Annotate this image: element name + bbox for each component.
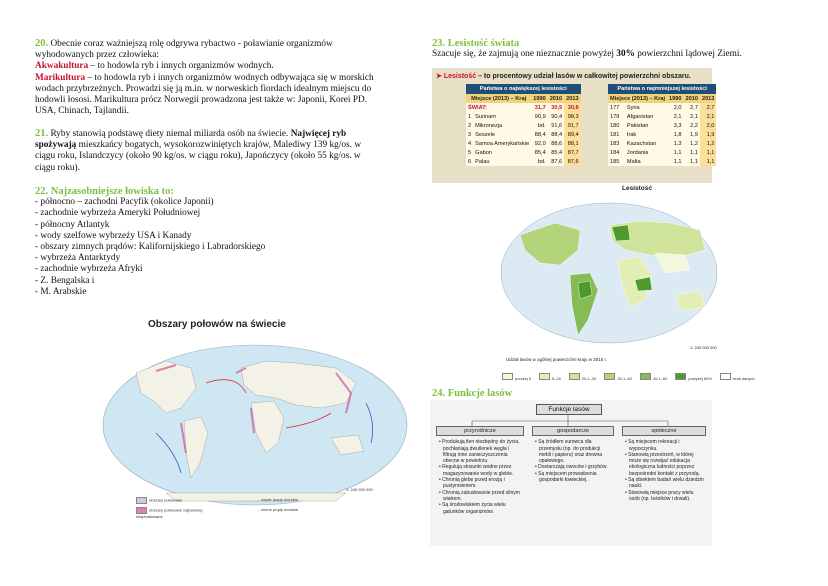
table-row: 2 Mikronezja bd. 91,6 91,7 xyxy=(468,122,579,129)
marikultura-def-1: – to hodowla ryb i innych organizmów wodnych odbywająca się w morskich xyxy=(85,72,374,83)
forest-legend-item: poniżej 5 xyxy=(502,367,535,384)
s20-line2: wyhodowanych przez człowieka: xyxy=(35,50,159,61)
forest-legend-title: Udział lasów w ogólnej powierzchni kraju w 2016 r. xyxy=(506,357,608,362)
legend-swatch xyxy=(640,373,651,380)
marikultura-def-4: USA, Chinach, Tajlandii. xyxy=(35,106,129,117)
table-row: 1 Surinam 90,9 90,4 98,3 xyxy=(468,113,579,120)
table-row: 179 Afganistan 2,1 2,1 2,1 xyxy=(610,113,715,120)
forest-functions-diagram xyxy=(430,400,712,546)
s21-line2 xyxy=(35,140,415,151)
forest-cover-map xyxy=(500,185,718,363)
list-item: • Są miejscem prowadzenia gospodarki łowieckiej. xyxy=(535,470,597,484)
list-item: • Stanowią miejsce pracy wielu osób (np. leśników i drwali). xyxy=(625,489,694,502)
table-row: 4 Samoa Amerykańskie 92,0 88,6 88,1 xyxy=(468,140,579,147)
s23-title: 23. Lesistość świata xyxy=(432,38,520,49)
table-row: 177 Syria 2,0 2,7 2,7 xyxy=(610,104,715,111)
fish-map-title: Obszary połowów na świecie xyxy=(148,319,286,330)
fish-legend-item: obszary połowowe najbardziej eksploatowane xyxy=(136,507,203,519)
marikultura-term: Marikultura xyxy=(35,72,86,83)
fishing-areas-map xyxy=(96,313,414,533)
table-row: 6 Palau bd. 87,6 87,6 xyxy=(468,158,579,165)
akwakultura-term: Akwakultura xyxy=(35,61,89,72)
legend-swatch xyxy=(136,507,147,514)
section-22 xyxy=(35,186,415,298)
list-item: • Regulują stosunki wodne przez magazynowanie wody w glebie. xyxy=(439,464,514,477)
legend-swatch xyxy=(604,373,615,380)
s21-number: 21. xyxy=(35,128,49,139)
s20-intro: Obecnie coraz ważniejszą rolę odgrywa rybactwo - poławianie organizmów xyxy=(50,39,333,49)
list-item: • Są miejscem rekreacji i wypoczynku. xyxy=(625,439,680,452)
list-item: • Są obiektem badań wielu dziedzin nauki. xyxy=(625,477,704,490)
s23-text: Szacuje się, że zajmują one nieznacznie powyżej 30% powierzchni lądowej Ziemi. xyxy=(432,49,742,60)
s22-title: 22. Najzasobniejsze łowiska to: xyxy=(35,186,174,197)
s24-title: 24. Funkcje lasów xyxy=(432,388,513,399)
legend-swatch xyxy=(136,497,147,504)
function-column-social: społeczne • Są miejscem rekreacji i wypoczynku. • Stanowią przestrzeń, w której może się rozwijać edukacja ekologiczna ludności poprzez bezpośredni kontakt z przyrodą. • Są obiektem badań wielu dziedzin nauki. • Stanowią miejsce pracy wielu osób (np. leśników i drwali). xyxy=(622,426,706,505)
table-row: 3 Seszele 88,4 88,4 89,4 xyxy=(468,131,579,138)
list-item: • Dostarczają owoców i grzybów. xyxy=(535,464,608,471)
table-row: 5 Gabon 85,4 85,4 87,7 xyxy=(468,149,579,156)
forest-cover-table xyxy=(432,68,715,183)
legend-swatch xyxy=(720,373,731,380)
table-row: 184 Jordania 1,1 1,1 1,1 xyxy=(610,149,715,156)
table-row: 183 Kazachstan 1,3 1,2 1,2 xyxy=(610,140,715,147)
forest-legend-item: 40,1–60 xyxy=(640,367,671,384)
least-forested-table: Państwa o najmniejszej lesistości Miejsce (2013) – Kraj 1990 2010 2013 177 Syria 2,0 2,7 2,7 179 Afganistan 2,1 2,1 2,1 180 Pakistan 3,3 2,2 2,0 181 Irak 1,8 1,9 1,9 183 Kazachstan 1,3 1,2 1,2 184 Jordania 1,1 1,1 1,1 185 Malta 1,1 1,1 1,1 xyxy=(610,86,715,165)
s21-text-1a: Ryby stanowią podstawę diety niemal miliarda osób na świecie. xyxy=(48,129,291,139)
list-item: • Chronią zabudowanie przed silnym wiatrem. xyxy=(439,489,520,502)
s21-line1 xyxy=(35,128,415,140)
fish-legend-item: → zimne prądy morskie xyxy=(256,507,299,512)
akwakultura-def: – to hodowla ryb i innych organizmów wodnych. xyxy=(88,61,274,72)
section-23 xyxy=(432,38,792,60)
table-row: 181 Irak 1,8 1,9 1,9 xyxy=(610,131,715,138)
fishery-list-item: - północno – zachodni Pacyfik (okolice Japonii) xyxy=(35,197,214,208)
marikultura-def-3: hodowli łososi. Marikultura prócz Norwegii prowadzona jest także w: Japonii, Korei PD. xyxy=(35,95,368,106)
forest-legend-item: powyżej 60% xyxy=(675,367,716,384)
fish-legend-item: obszary połowowe xyxy=(136,497,182,504)
forest-legend-item: 30,1–40 xyxy=(604,367,635,384)
s21-text-2a: spożywają xyxy=(35,140,77,151)
legend-swatch xyxy=(569,373,580,380)
section-20 xyxy=(35,38,415,117)
s21-line3: ciągu roku, Islandczycy (około 90 kg/os. w ciągu roku), Japończycy (około 55 kg/os. w xyxy=(35,151,361,162)
function-column-economic: gospodarcze • Są źródłem surowca dla przemysłu (np. do produkcji mebli i papieru) oraz drewna opałowego. • Dostarczają owoców i grzybów. • Są miejscem prowadzenia gospodarki łowieckiej. xyxy=(532,426,614,486)
functions-diagram-title: Funkcje lasów xyxy=(536,404,602,415)
forest-legend-item: brak danych xyxy=(720,367,759,384)
s20-marikultura xyxy=(35,73,415,84)
fishery-list-item: - zachodnie wybrzeża Ameryki Południowej xyxy=(35,208,201,219)
legend-swatch xyxy=(675,373,686,380)
s21-text-1b: Najwięcej ryb xyxy=(290,129,347,139)
function-column-nature: przyrodnicze • Produkują tlen niezbędny do życia, pochłaniają dwutlenek węgla i filtrują inne zanieczyszczenia obecne w powietrzu. • Regulują stosunki wodne przez magazynowanie wody w glebie. • Chronią glebę przed erozją i pustynnieniem. • Chronią zabudowanie przed silnym wiatrem. • Są środowiskiem życia wielu gatunków organizmów. xyxy=(436,426,524,518)
table-row: 180 Pakistan 3,3 2,2 2,0 xyxy=(610,122,715,129)
most-forested-table: Państwa o największej lesistości Miejsce (2013) – Kraj 1990 2010 2013 ŚWIAT: 31,7 30,9 30,8 1 Surinam 90,9 90,4 98,3 2 Mikronezja bd. 91,6 91,7 3 Seszele 88,4 88,4 89,4 4 Samoa Amerykańskie 92,0 88,6 88,1 5 Gabon 85,4 85,4 87,7 6 Palau bd. 87,6 87,6 xyxy=(468,86,579,165)
forest-map-scale: 1: 240 000 000 xyxy=(690,345,717,350)
section-21 xyxy=(35,128,415,174)
forest-legend-item: 20,1–30 xyxy=(569,367,600,384)
forest-legend-item: 5–20 xyxy=(539,367,565,384)
s20-number: 20. xyxy=(35,38,49,49)
list-item: • Stanowią przestrzeń, w której może się rozwijać edukacja ekologiczna ludności poprzez bezpośredni kontakt z przyrodą. xyxy=(625,451,700,477)
fish-legend-item: → ciepłe prądy morskie xyxy=(256,497,298,502)
list-item: • Produkują tlen niezbędny do życia, pochłaniają dwutlenek węgla i filtrują inne zanieczyszczenia obecne w powietrzu. xyxy=(439,439,520,465)
fishery-list-item: - zachodnie wybrzeża Afryki xyxy=(35,264,143,275)
fishery-list-item: - wybrzeża Antarktydy xyxy=(35,253,121,264)
forest-map-graphic xyxy=(500,195,718,360)
fishery-list-item: - obszary zimnych prądów: Kalifornijskiego i Labradorskiego xyxy=(35,242,266,253)
list-item: • Są środowiskiem życia wielu gatunków organizmów. xyxy=(439,502,506,515)
s21-line4: ciągu roku). xyxy=(35,162,80,173)
fishery-list-item: - wody szelfowe wybrzeży USA i Kanady xyxy=(35,230,192,241)
fishery-list-item: - Z. Bengalska i xyxy=(35,275,95,286)
forest-table-caption: ➤ Lesistość – to procentowy udział lasów w całkowitej powierzchni obszaru. xyxy=(436,73,691,80)
forest-map-legend xyxy=(502,367,755,385)
table-row: ŚWIAT: 31,7 30,9 30,8 xyxy=(468,104,579,111)
forest-map-title: Lesistość xyxy=(622,185,652,192)
fishery-list-item: - północny Atlantyk xyxy=(35,219,110,230)
s20-line1 xyxy=(35,38,415,50)
s21-text-2b: mieszkańcy bogatych, wysokorozwiniętych krajów, Malediwy 139 kg/os. w xyxy=(76,140,362,151)
legend-swatch xyxy=(539,373,550,380)
list-item: • Są źródłem surowca dla przemysłu (np. do produkcji mebli i papieru) oraz drewna opałowego. xyxy=(535,439,603,465)
fishery-list-item: - M. Arabskie xyxy=(35,286,87,297)
list-item: • Chronią glebę przed erozją i pustynnieniem. xyxy=(439,477,505,490)
s20-akwakultura xyxy=(35,61,415,72)
table-row: 185 Malta 1,1 1,1 1,1 xyxy=(610,158,715,165)
fish-map-scale: 1: 240 000 000 xyxy=(346,487,373,492)
legend-swatch xyxy=(502,373,513,380)
marikultura-def-2: wodach przybrzeżnych. Prowadzi się ją m.in. w norweskich fiordach idealnym miejscu do xyxy=(35,83,372,94)
